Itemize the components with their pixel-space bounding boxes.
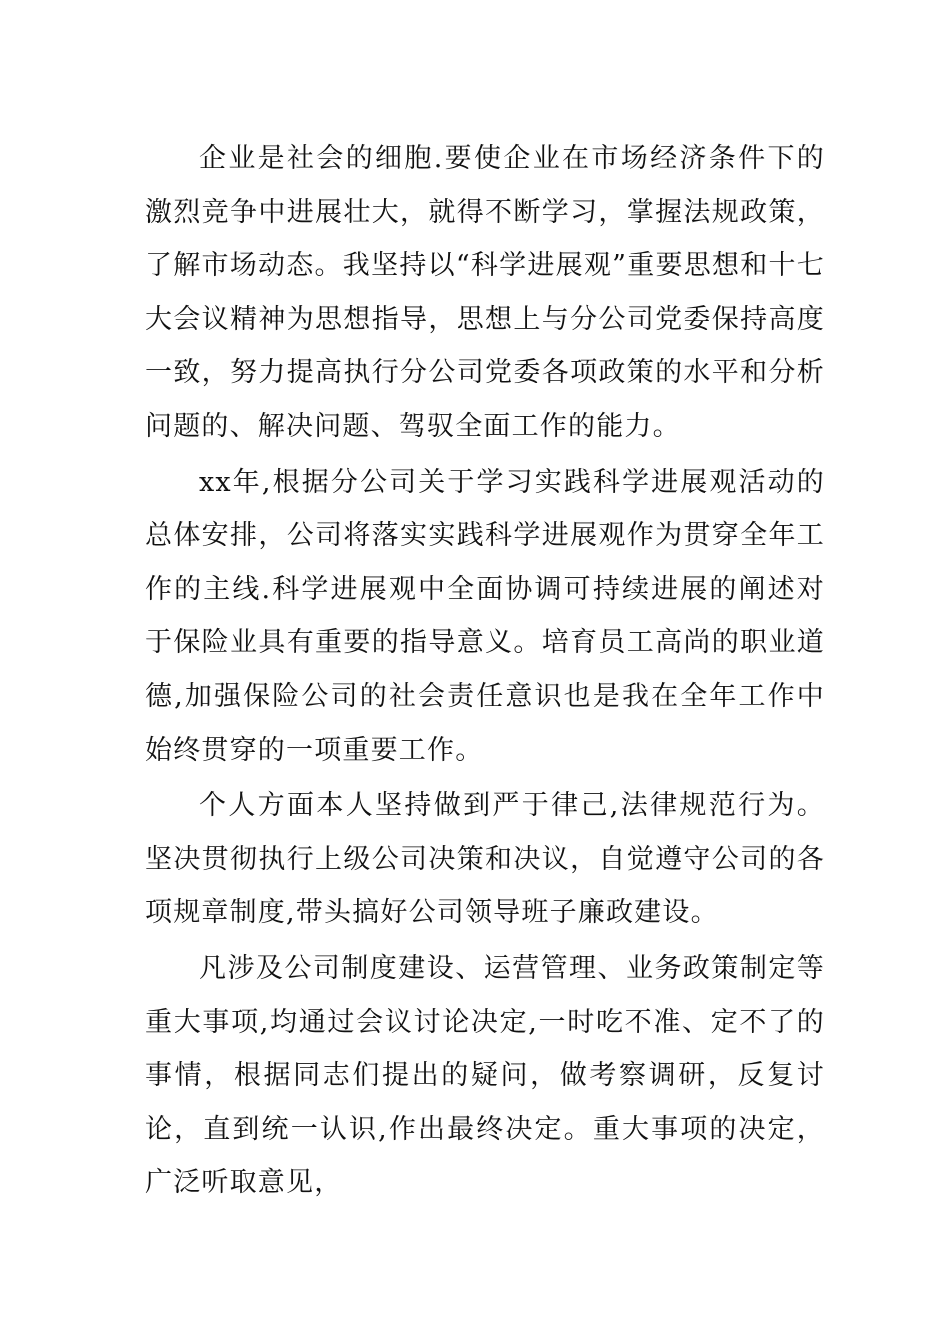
paragraph-1: 企业是社会的细胞.要使企业在市场经济条件下的激烈竞争中进展壮大，就得不断学习，掌握法规政策，了解市场动态。我坚持以“科学进展观”重要思想和十七大会议精神为思想指导，思想上与分公司党委保持高度一致，努力提高执行分公司党委各项政策的水平和分析问题的、解决问题、驾驭全面工作的能力。	[145, 143, 825, 442]
paragraph-2: xx年,根据分公司关于学习实践科学进展观活动的总体安排，公司将落实实践科学进展观作为贯穿全年工作的主线.科学进展观中全面协调可持续进展的阐述对于保险业具有重要的指导意义。培育员工高尚的职业道德,加强保险公司的社会责任意识也是我在全年工作中始终贯穿的一项重要工作。	[145, 466, 825, 766]
paragraph-3: 个人方面本人坚持做到严于律己,法律规范行为。坚决贯彻执行上级公司决策和决议，自觉遵守公司的各项规章制度,带头搞好公司领导班子廉政建设。	[145, 790, 825, 929]
paragraph-4: 凡涉及公司制度建设、运营管理、业务政策制定等重大事项,均通过会议讨论决定,一时吃不准、定不了的事情，根据同志们提出的疑问，做考察调研，反复讨论，直到统一认识,作出最终决定。重大事项的决定，广泛听取意见，	[145, 952, 825, 1199]
document-body	[145, 132, 825, 1212]
